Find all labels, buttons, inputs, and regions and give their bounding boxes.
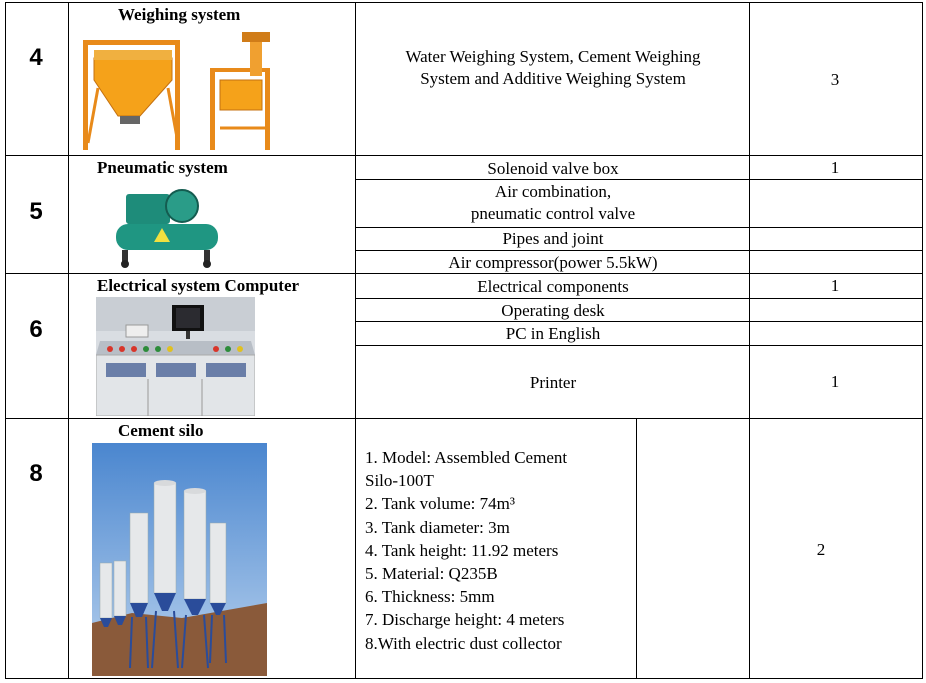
item-description: PC in English [505, 324, 601, 343]
system-title: Cement silo [118, 421, 204, 440]
system-title: Pneumatic system [97, 158, 228, 177]
item-description: Printer [529, 373, 577, 392]
item-quantity: 3 [830, 70, 840, 89]
item-quantity: 1 [830, 158, 840, 177]
row-number: 5 [29, 198, 43, 225]
item-description: Water Weighing System, Cement Weighing System and Additive Weighing System [405, 47, 701, 88]
item-description: Air compressor(power 5.5kW) [448, 253, 658, 272]
item-quantity: 1 [830, 372, 840, 391]
weighing-hopper-photo-icon [80, 28, 290, 152]
item-quantity: 1 [830, 276, 840, 295]
silo-specifications: 1. Model: Assembled Cement Silo-100T 2. Tank volume: 74m³ 3. Tank diameter: 3m 4. Tank height: 11.92 meters 5. Material: Q235B 6. Thickness: 5mm 7. Discharge height: 4 meters 8.With electric dust collector [365, 448, 568, 653]
item-description: Operating desk [501, 301, 605, 320]
cement-silo-photo-icon [92, 443, 267, 676]
item-description: Solenoid valve box [487, 159, 619, 178]
control-desk-photo-icon [96, 297, 255, 416]
row-number: 4 [29, 44, 43, 71]
row-number: 8 [29, 460, 43, 487]
air-compressor-photo-icon [112, 184, 222, 270]
item-description: Electrical components [477, 277, 629, 296]
row-number: 6 [29, 316, 43, 343]
system-title: Electrical system Computer [97, 276, 300, 295]
item-quantity: 2 [816, 540, 826, 559]
system-title: Weighing system [118, 5, 241, 24]
item-description: Pipes and joint [502, 229, 604, 248]
item-description: Air combination, pneumatic control valve [470, 182, 636, 223]
